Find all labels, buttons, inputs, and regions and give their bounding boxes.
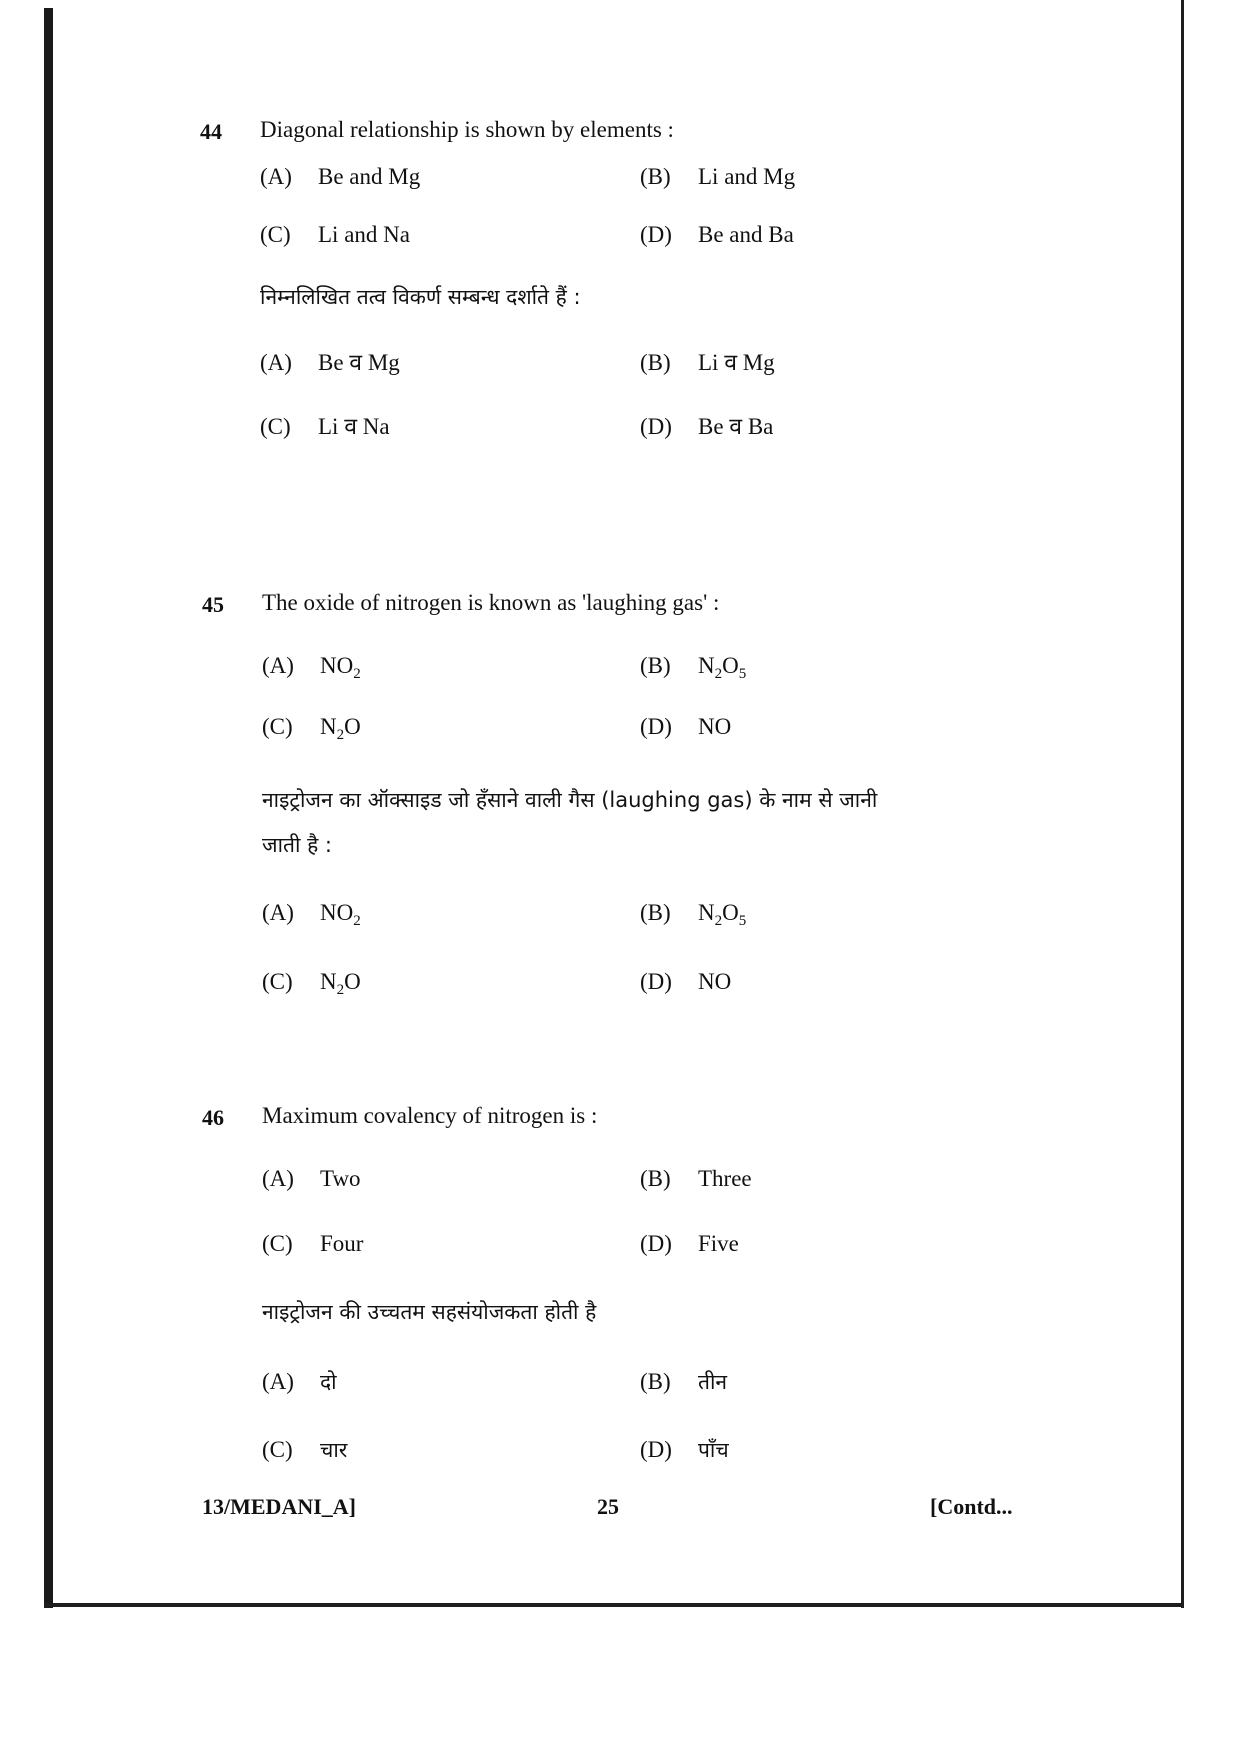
option-c: (C) Four: [262, 1231, 364, 1256]
question-number: 46: [202, 1105, 224, 1130]
option-d-hi: (D) पाँच: [640, 1437, 729, 1462]
option-d: (D) Be and Ba: [640, 222, 794, 247]
option-a-hi: (A) $NO_2$: [262, 900, 361, 929]
option-b: (B) Three: [640, 1166, 752, 1191]
option-a-hi: (A) दो: [262, 1369, 337, 1394]
page-border-right: [1181, 0, 1184, 1608]
option-d-hi: (D) NO: [640, 969, 732, 994]
question-number: 45: [202, 592, 224, 617]
page-border-left: [44, 8, 53, 1608]
question-text-hi-line1: नाइट्रोजन का ऑक्साइड जो हँसाने वाली गैस (laughing gas) के नाम से जानी: [262, 788, 878, 812]
option-d: (D) Five: [640, 1231, 739, 1256]
question-text-en: Maximum covalency of nitrogen is :: [262, 1103, 598, 1128]
paper-code: 13/MEDANI_A]: [202, 1494, 356, 1519]
page-border-bottom: [44, 1603, 1184, 1607]
page-number: 25: [597, 1494, 619, 1519]
option-a: (A) $NO_2$: [262, 653, 361, 682]
option-b: (B) Li and Mg: [640, 164, 796, 189]
option-a: (A) Two: [262, 1166, 361, 1191]
question-text-en: The oxide of nitrogen is known as 'laughing gas' :: [262, 590, 720, 615]
question-text-en: Diagonal relationship is shown by elements :: [260, 117, 674, 142]
option-c: (C) $N_2O$: [262, 714, 361, 743]
option-c-hi: (C) Li व Na: [260, 414, 390, 439]
option-b-hi: (B) तीन: [640, 1369, 728, 1394]
option-d-hi: (D) Be व Ba: [640, 414, 774, 439]
question-text-hi-line2: जाती है :: [262, 833, 333, 857]
option-c-hi: (C) $N_2O$: [262, 969, 361, 998]
option-b-hi: (B) $N_2O_5$: [640, 900, 747, 929]
continued-note: [Contd...: [930, 1494, 1013, 1519]
question-number: 44: [200, 119, 222, 144]
option-c-hi: (C) चार: [262, 1437, 348, 1462]
option-a-hi: (A) Be व Mg: [260, 350, 400, 375]
question-text-hi: नाइट्रोजन की उच्चतम सहसंयोजकता होती है: [262, 1300, 597, 1324]
option-d: (D) NO: [640, 714, 732, 739]
question-text-hi: निम्नलिखित तत्व विकर्ण सम्बन्ध दर्शाते हैं :: [260, 285, 581, 309]
option-a: (A) Be and Mg: [260, 164, 421, 189]
option-b: (B) $N_2O_5$: [640, 653, 747, 682]
option-b-hi: (B) Li व Mg: [640, 350, 775, 375]
option-c: (C) Li and Na: [260, 222, 410, 247]
